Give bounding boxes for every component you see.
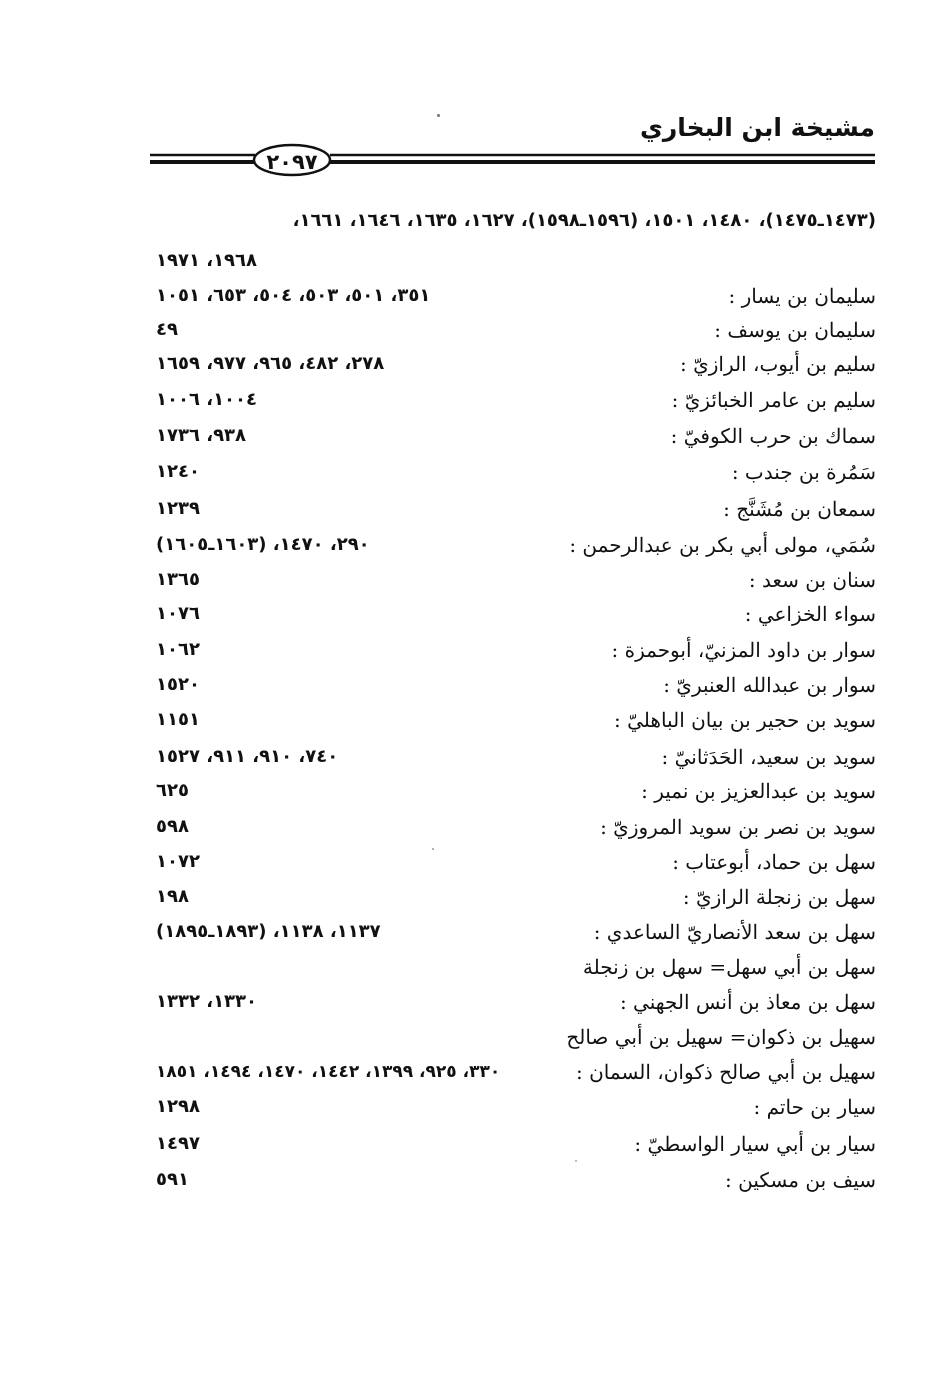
reference-numbers: ١٠٠٤، ١٠٠٦ bbox=[156, 389, 258, 410]
narrator-name: سيار بن حاتم : bbox=[753, 1095, 876, 1119]
index-entry bbox=[150, 347, 876, 381]
index-entry bbox=[150, 810, 876, 844]
reference-numbers: ١٣٦٥ bbox=[156, 569, 200, 590]
index-entry bbox=[150, 383, 876, 417]
narrator-name: سيف بن مسكين : bbox=[725, 1168, 876, 1192]
reference-numbers: ٢٧٨، ٤٨٢، ٩٦٥، ٩٧٧، ١٦٥٩ bbox=[156, 353, 385, 374]
index-entry bbox=[150, 774, 876, 808]
narrator-name: سنان بن سعد : bbox=[748, 568, 876, 592]
index-entry bbox=[150, 845, 876, 879]
narrator-name: سويد بن حجير بن بيان الباهليّ : bbox=[614, 708, 876, 732]
reference-numbers: ١٣٣٠، ١٣٣٢ bbox=[156, 991, 258, 1012]
index-entry bbox=[150, 419, 876, 453]
index-entry bbox=[150, 950, 876, 984]
index-entry bbox=[150, 563, 876, 597]
narrator-name: سهيل بن أبي صالح ذكوان، السمان : bbox=[576, 1060, 876, 1084]
narrator-name: سيار بن أبي سيار الواسطيّ : bbox=[634, 1132, 876, 1156]
narrator-name: سَمُرة بن جندب : bbox=[731, 460, 876, 484]
reference-numbers: ١٢٤٠ bbox=[156, 461, 200, 482]
narrator-name: سويد بن سعيد، الحَدَثانيّ : bbox=[661, 745, 876, 769]
narrator-name: سماك بن حرب الكوفيّ : bbox=[670, 424, 876, 448]
index-entry bbox=[150, 1163, 876, 1197]
index-entry bbox=[150, 528, 876, 562]
narrator-name: سهل بن حماد، أبوعتاب : bbox=[672, 850, 876, 874]
reference-numbers: (١٤٧٣ـ١٤٧٥)، ١٤٨٠، ١٥٠١، (١٥٩٦ـ١٥٩٨)، ١٦٢٧، ١٦٣٥، ١٦٤٦، ١٦٦١، bbox=[292, 210, 876, 231]
reference-numbers: ٥٩١ bbox=[156, 1169, 189, 1190]
reference-numbers: ١٢٩٨ bbox=[156, 1096, 200, 1117]
index-entry bbox=[150, 1090, 876, 1124]
reference-numbers: ١١٥١ bbox=[156, 709, 200, 730]
narrator-name: سهل بن سعد الأنصاريّ الساعدي : bbox=[593, 920, 876, 944]
speck bbox=[437, 114, 440, 117]
index-entry bbox=[150, 1055, 876, 1089]
speck bbox=[575, 1160, 577, 1162]
index-entry bbox=[150, 455, 876, 489]
index-entry bbox=[150, 597, 876, 631]
index-entry bbox=[150, 740, 876, 774]
index-entry bbox=[150, 492, 876, 526]
reference-numbers: ١٠٧٢ bbox=[156, 851, 200, 872]
reference-numbers: ١٩٦٨، ١٩٧١ bbox=[156, 250, 258, 271]
reference-numbers: ١٠٧٦ bbox=[156, 603, 200, 624]
narrator-name: سمعان بن مُشَنَّج : bbox=[723, 497, 876, 521]
reference-numbers: ٥٩٨ bbox=[156, 816, 189, 837]
narrator-name: سليم بن أيوب، الرازيّ : bbox=[680, 352, 876, 376]
book-title: مشيخة ابن البخاري bbox=[639, 113, 875, 142]
reference-numbers: ١٤٩٧ bbox=[156, 1133, 200, 1154]
continuation-line bbox=[150, 244, 876, 278]
narrator-name: سواء الخزاعي : bbox=[744, 602, 876, 626]
narrator-name: سويد بن نصر بن سويد المروزيّ : bbox=[600, 815, 876, 839]
narrator-name: سليمان بن يوسف : bbox=[714, 318, 876, 342]
reference-numbers: ١٩٨ bbox=[156, 886, 189, 907]
reference-numbers: ٣٥١، ٥٠١، ٥٠٣، ٥٠٤، ٦٥٣، ١٠٥١ bbox=[156, 285, 431, 306]
narrator-name: سليمان بن يسار : bbox=[728, 284, 876, 308]
narrator-name: سهل بن معاذ بن أنس الجهني : bbox=[619, 990, 876, 1014]
index-entry bbox=[150, 985, 876, 1019]
continuation-line bbox=[150, 204, 876, 238]
index-entry bbox=[150, 633, 876, 667]
narrator-name: سوار بن داود المزنيّ، أبوحمزة : bbox=[611, 638, 876, 662]
index-entry bbox=[150, 1127, 876, 1161]
narrator-name: سهل بن زنجلة الرازيّ : bbox=[682, 885, 876, 909]
narrator-name: سويد بن عبدالعزيز بن نمير : bbox=[641, 779, 876, 803]
narrator-name: سهل بن أبي سهل= سهل بن زنجلة bbox=[582, 955, 876, 979]
reference-numbers: ٩٣٨، ١٧٣٦ bbox=[156, 425, 247, 446]
index-entry bbox=[150, 915, 876, 949]
reference-numbers: ١٢٣٩ bbox=[156, 498, 200, 519]
reference-numbers: ١١٣٧، ١١٣٨، (١٨٩٣ـ١٨٩٥) bbox=[156, 921, 381, 942]
reference-numbers: ٢٩٠، ١٤٧٠، (١٦٠٣ـ١٦٠٥) bbox=[156, 534, 370, 555]
reference-numbers: ٣٣٠، ٩٢٥، ١٣٩٩، ١٤٤٢، ١٤٧٠، ١٤٩٤، ١٨٥١ bbox=[156, 1062, 501, 1082]
index-entry bbox=[150, 279, 876, 313]
reference-numbers: ٤٩ bbox=[156, 319, 178, 340]
narrator-name: سليم بن عامر الخبائزيّ : bbox=[671, 388, 876, 412]
speck bbox=[432, 848, 434, 850]
index-entry bbox=[150, 880, 876, 914]
narrator-name: سوار بن عبدالله العنبريّ : bbox=[663, 673, 876, 697]
reference-numbers: ١٠٦٢ bbox=[156, 639, 200, 660]
reference-numbers: ١٥٢٠ bbox=[156, 674, 200, 695]
index-entry bbox=[150, 313, 876, 347]
narrator-name: سهيل بن ذكوان= سهيل بن أبي صالح bbox=[566, 1025, 876, 1049]
index-entry bbox=[150, 703, 876, 737]
narrator-name: سُمَي، مولى أبي بكر بن عبدالرحمن : bbox=[569, 533, 876, 557]
index-entry bbox=[150, 1020, 876, 1054]
index-entry bbox=[150, 668, 876, 702]
reference-numbers: ٧٤٠، ٩١٠، ٩١١، ١٥٢٧ bbox=[156, 746, 339, 767]
page-number: ٢٠٩٧ bbox=[266, 150, 318, 174]
reference-numbers: ٦٢٥ bbox=[156, 780, 189, 801]
